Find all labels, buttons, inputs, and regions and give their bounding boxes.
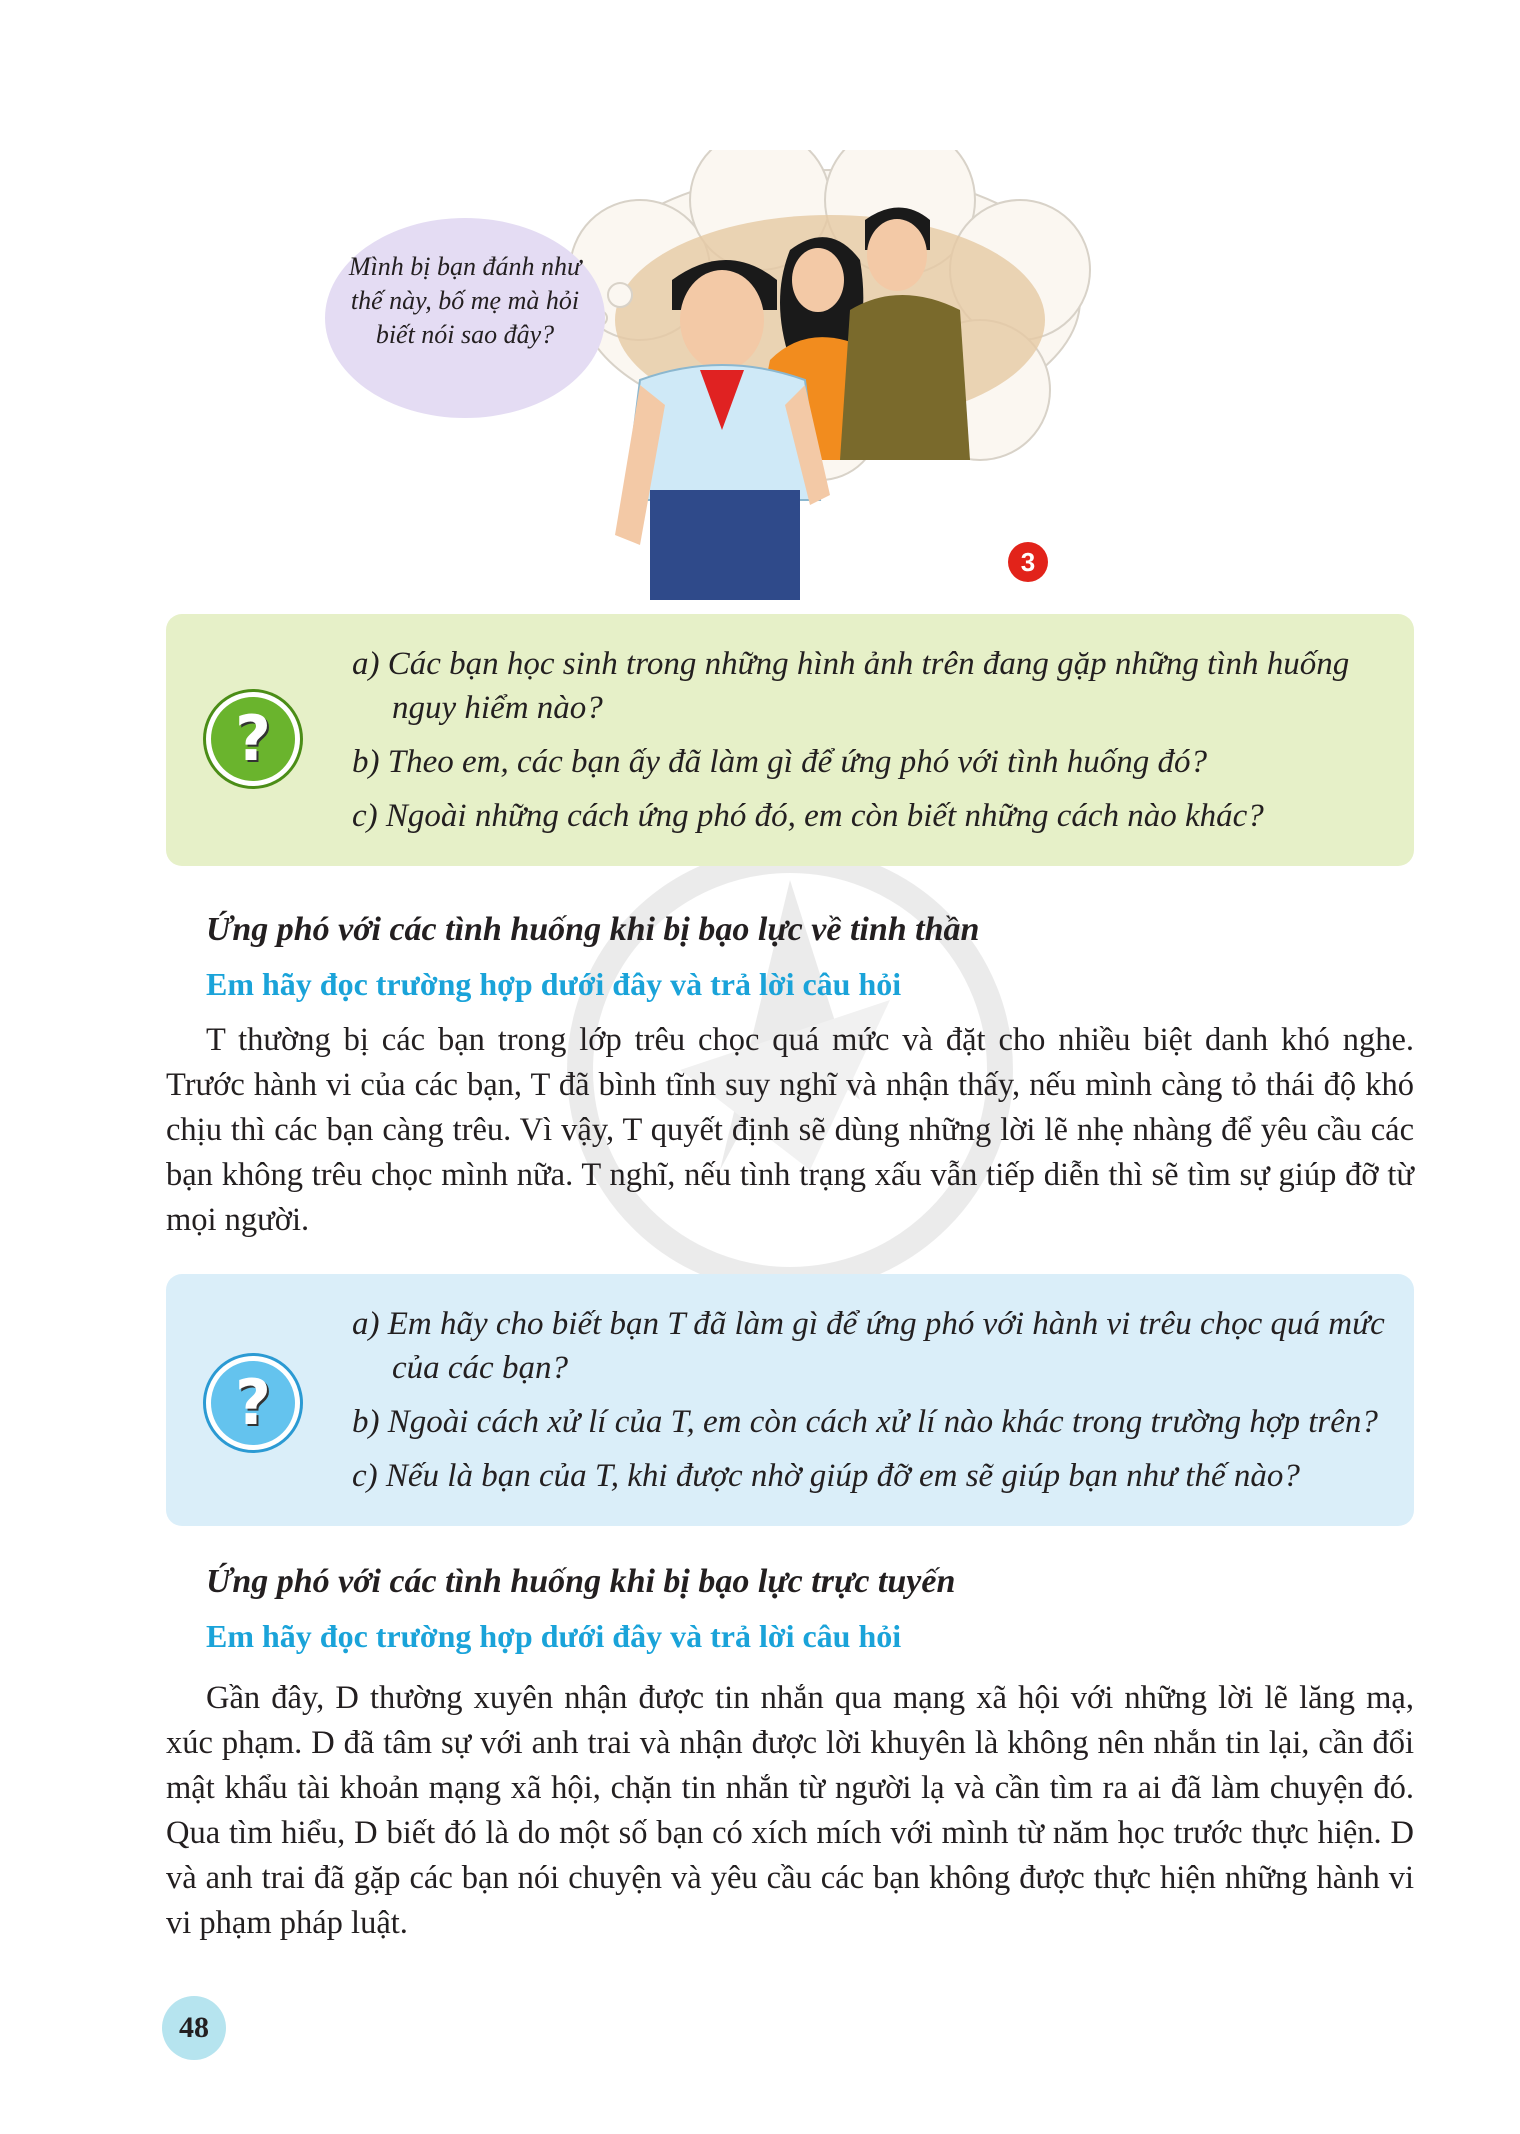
question-list-2 xyxy=(352,1302,1392,1508)
case-paragraph: T thường bị các bạn trong lớp trêu chọc quá mức và đặt cho nhiều biệt danh khó nghe. Trước hành vi của các bạn, T đã bình tĩnh suy nghĩ và nhận thấy, nếu mình càng tỏ thái độ khó chịu thì các bạn càng trêu. Vì vậy, T quyết định sẽ dùng những lời lẽ nhẹ nhàng để yêu cầu các bạn không trêu chọc mình nữa. T nghĩ, nếu tình trạng xấu vẫn tiếp diễn thì sẽ tìm sự giúp đỡ từ mọi người. xyxy=(166,1022,1414,1238)
question-item: c) Ngoài những cách ứng phó đó, em còn biết những cách nào khác? xyxy=(352,798,1264,834)
question-mark-icon: ? xyxy=(206,1356,300,1450)
thought-bubble-text: Mình bị bạn đánh như thế này, bố mẹ mà hỏi biết nói sao đây? xyxy=(348,252,582,349)
section-instruction: Em hãy đọc trường hợp dưới đây và trả lời câu hỏi xyxy=(206,966,902,1002)
illustration-boy-worried xyxy=(320,150,1120,610)
question-item: b) Ngoài cách xử lí của T, em còn cách xử lí nào khác trong trường hợp trên? xyxy=(352,1404,1378,1440)
section-heading: Ứng phó với các tình huống khi bị bạo lực về tinh thần xyxy=(206,911,980,948)
section-instruction: Em hãy đọc trường hợp dưới đây và trả lời câu hỏi xyxy=(206,1618,902,1654)
question-item: a) Các bạn học sinh trong những hình ảnh trên đang gặp những tình huống nguy hiểm nào? xyxy=(352,646,1350,726)
case-paragraph: Gần đây, D thường xuyên nhận được tin nhắn qua mạng xã hội với những lời lẽ lăng mạ, xúc phạm. D đã tâm sự với anh trai và nhận được lời khuyên là không nên nhắn tin lại, cần đổi mật khẩu tài khoản mạng xã hội, chặn tin nhắn từ người lạ và cần tìm ra ai đã làm chuyện đó. Qua tìm hiểu, D biết đó là do một số bạn có xích mích với mình từ năm học trước thực hiện. D và anh trai đã gặp các bạn nói chuyện và yêu cầu các bạn không được thực hiện những hành vi vi phạm pháp luật. xyxy=(166,1680,1414,1941)
question-mark-icon: ? xyxy=(206,692,300,786)
question-item: b) Theo em, các bạn ấy đã làm gì để ứng phó với tình huống đó? xyxy=(352,744,1207,780)
question-item: a) Em hãy cho biết bạn T đã làm gì để ứng phó với hành vi trêu chọc quá mức của các bạn? xyxy=(352,1306,1385,1386)
page-number: 48 xyxy=(179,2011,209,2044)
figure-number-badge: 3 xyxy=(1008,542,1048,582)
page-number-badge xyxy=(162,1996,226,2060)
section-heading: Ứng phó với các tình huống khi bị bạo lực trực tuyến xyxy=(206,1563,956,1600)
question-list-1 xyxy=(352,642,1392,848)
question-item: c) Nếu là bạn của T, khi được nhờ giúp đỡ em sẽ giúp bạn như thế nào? xyxy=(352,1458,1300,1494)
